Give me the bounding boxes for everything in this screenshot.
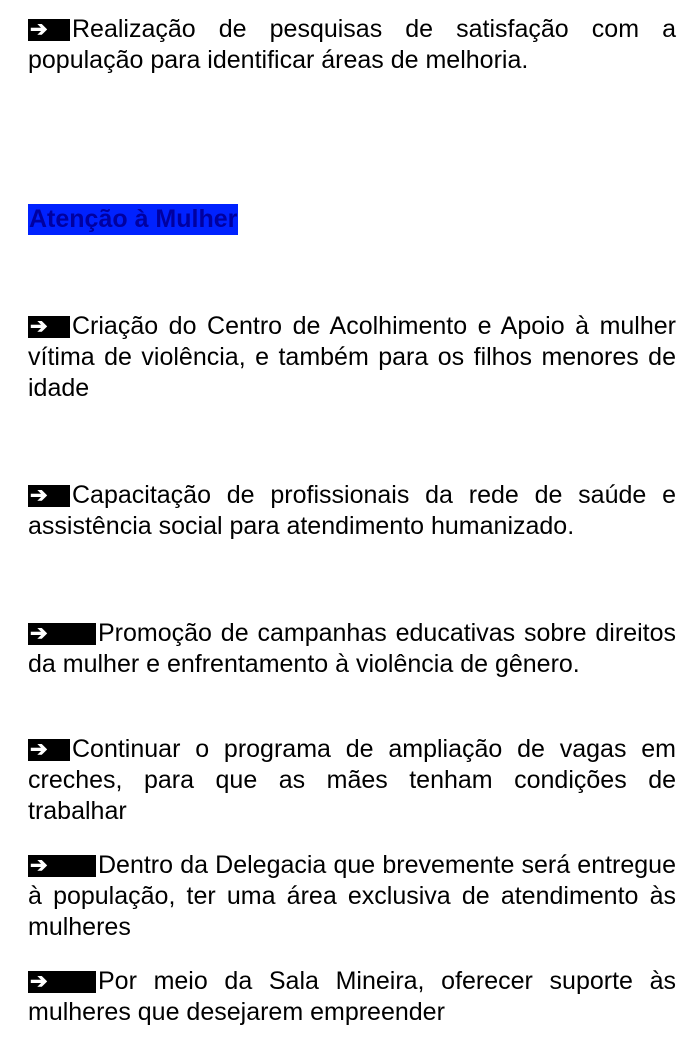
list-item-text: Realização de pesquisas de satisfação com a população para identificar áreas de melhoria.: [28, 15, 676, 74]
list-item-text: Capacitação de profissionais da rede de saúde e assistência social para atendimento humanizado.: [28, 481, 676, 540]
document-page: [28, 0, 676, 1047]
list-item: [28, 311, 676, 404]
right-arrow-icon: ➔: [28, 739, 70, 761]
list-item: [28, 618, 676, 680]
right-arrow-icon: ➔: [28, 623, 96, 645]
list-item-text: Promoção de campanhas educativas sobre direitos da mulher e enfrentamento à violência de gênero.: [28, 619, 676, 678]
list-item-text: Dentro da Delegacia que brevemente será entregue à população, ter uma área exclusiva de atendimento às mulheres: [28, 851, 676, 941]
right-arrow-icon: ➔: [28, 971, 96, 993]
list-item: [28, 734, 676, 827]
list-item-text: Continuar o programa de ampliação de vagas em creches, para que as mães tenham condições de trabalhar: [28, 735, 676, 825]
list-item: [28, 480, 676, 542]
list-item: [28, 966, 676, 1028]
right-arrow-icon: ➔: [28, 855, 96, 877]
list-item-text: Criação do Centro de Acolhimento e Apoio à mulher vítima de violência, e também para os filhos menores de idade: [28, 312, 676, 402]
list-item-text: Por meio da Sala Mineira, oferecer suporte às mulheres que desejarem empreender: [28, 967, 676, 1026]
list-item: [28, 14, 676, 76]
right-arrow-icon: ➔: [28, 316, 70, 338]
list-item: [28, 850, 676, 943]
right-arrow-icon: ➔: [28, 19, 70, 41]
section-title: Atenção à Mulher: [29, 205, 238, 233]
right-arrow-icon: ➔: [28, 485, 70, 507]
